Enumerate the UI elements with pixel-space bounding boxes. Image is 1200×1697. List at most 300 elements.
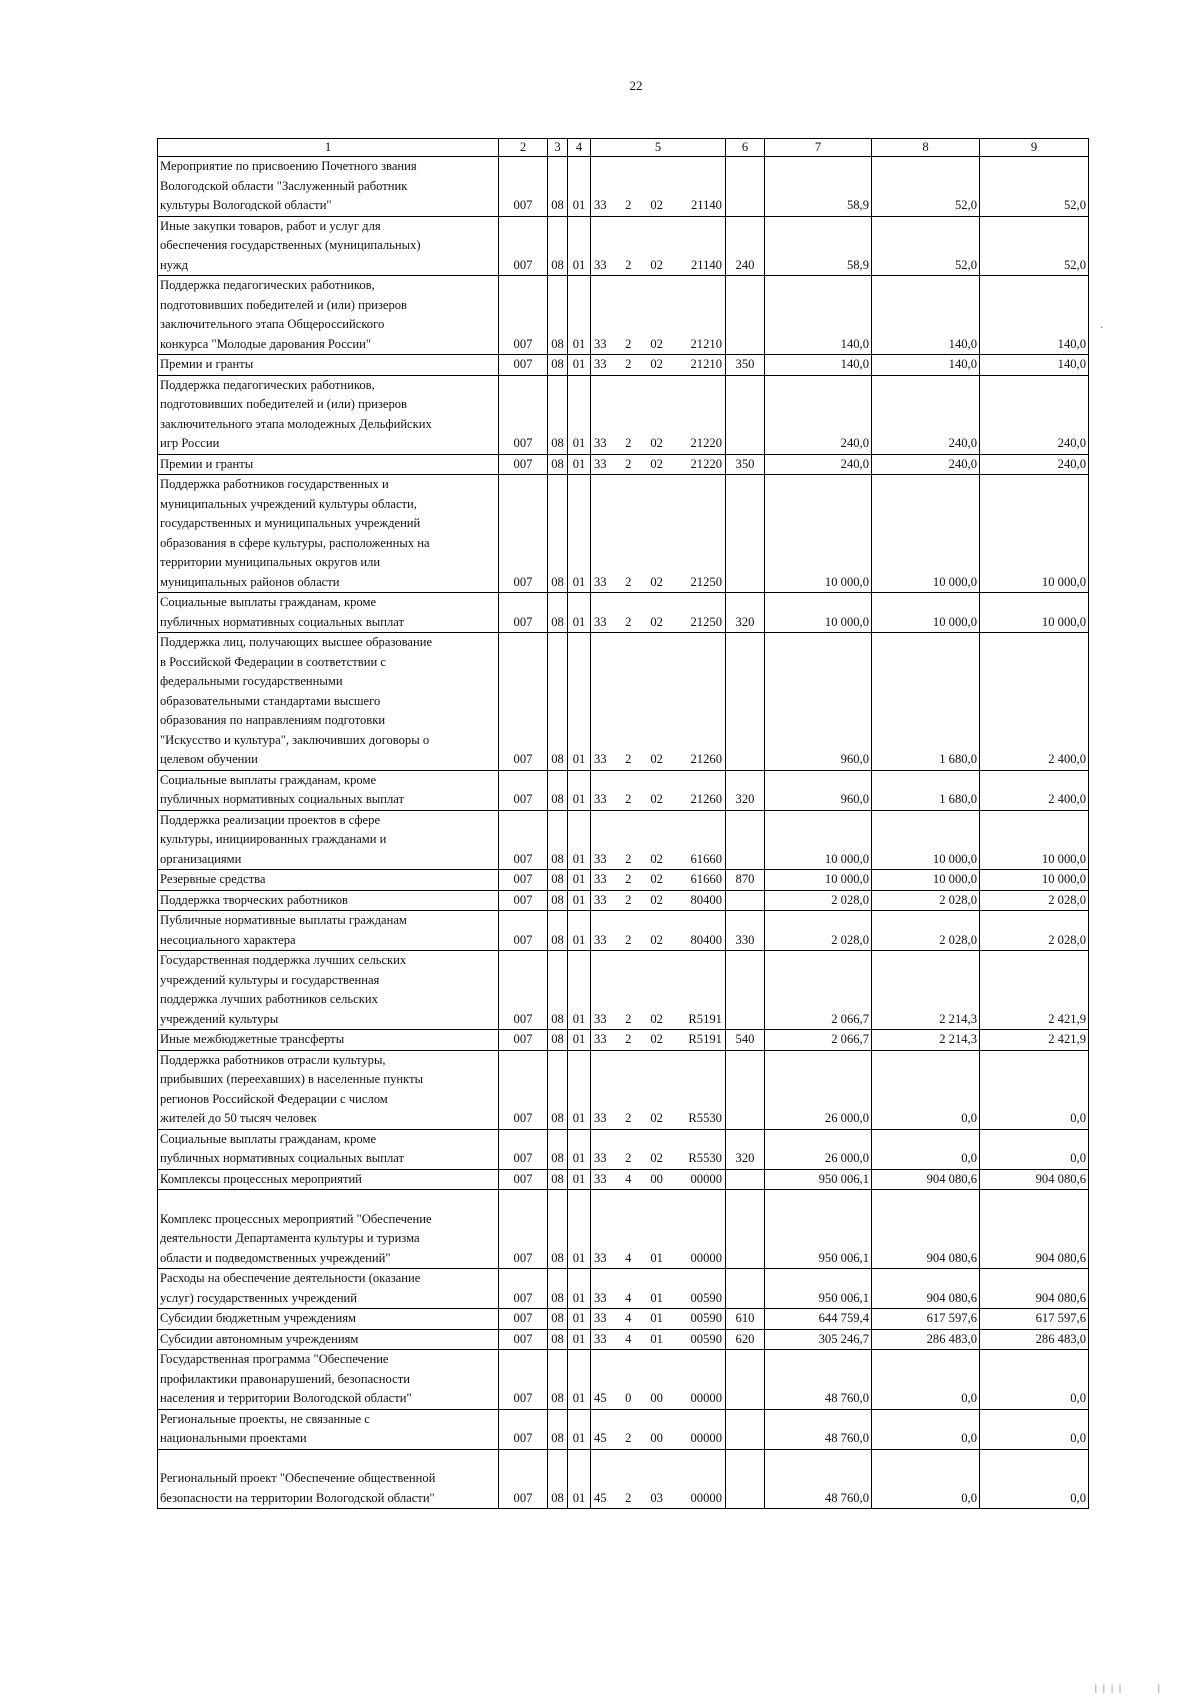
row-expense-type: 320 <box>726 593 765 633</box>
row-amount-col9: 10 000,0 <box>980 810 1089 870</box>
subprogram-code: 2 <box>625 851 632 866</box>
row-amount-col8: 240,0 <box>872 375 980 454</box>
row-subsection-code: 01 <box>568 1050 591 1129</box>
row-subsection-code: 01 <box>568 633 591 771</box>
table-row <box>158 770 1089 810</box>
target-article-parts <box>591 750 725 770</box>
target-article-parts <box>591 1170 725 1190</box>
row-section-code: 08 <box>548 593 568 633</box>
activity-code: 00 <box>650 1391 663 1405</box>
subprogram-code: 2 <box>625 257 632 272</box>
row-target-article <box>591 1309 726 1330</box>
row-amount-col7: 26 000,0 <box>765 1050 872 1129</box>
program-code: 45 <box>594 1431 607 1445</box>
row-expense-type <box>726 1269 765 1309</box>
target-article-parts <box>591 613 725 633</box>
row-section-code: 08 <box>548 1329 568 1350</box>
row-ministry-code: 007 <box>499 1030 548 1051</box>
row-amount-col8: 2 028,0 <box>872 911 980 951</box>
target-article-parts <box>591 434 725 454</box>
row-description: Субсидии бюджетным учреждениям <box>158 1309 499 1330</box>
table-row <box>158 633 1089 771</box>
program-code: 33 <box>594 1311 607 1325</box>
row-target-article <box>591 1269 726 1309</box>
activity-code: 02 <box>650 198 663 212</box>
table-row <box>158 1309 1089 1330</box>
program-code: 33 <box>594 892 607 907</box>
row-amount-col8: 0,0 <box>872 1129 980 1169</box>
row-subsection-code: 01 <box>568 355 591 376</box>
table-row <box>158 890 1089 911</box>
row-ministry-code: 007 <box>499 454 548 475</box>
program-code: 33 <box>594 752 607 766</box>
row-description: Премии и гранты <box>158 454 499 475</box>
row-subsection-code: 01 <box>568 1350 591 1410</box>
target-article-parts <box>591 196 725 216</box>
row-amount-col9: 240,0 <box>980 375 1089 454</box>
direction-code: 00000 <box>690 1431 722 1445</box>
row-ministry-code: 007 <box>499 593 548 633</box>
row-subsection-code: 01 <box>568 1190 591 1269</box>
activity-code: 02 <box>650 257 663 272</box>
row-section-code: 08 <box>548 810 568 870</box>
program-code: 33 <box>594 1250 607 1265</box>
activity-code: 02 <box>650 336 663 351</box>
activity-code: 02 <box>650 1011 663 1026</box>
row-subsection-code: 01 <box>568 1269 591 1309</box>
row-amount-col7: 960,0 <box>765 633 872 771</box>
row-subsection-code: 01 <box>568 1409 591 1449</box>
table-row <box>158 276 1089 355</box>
subprogram-code: 2 <box>625 1490 632 1505</box>
activity-code: 02 <box>650 1111 663 1125</box>
row-ministry-code: 007 <box>499 770 548 810</box>
row-ministry-code: 007 <box>499 216 548 276</box>
row-expense-type: 610 <box>726 1309 765 1330</box>
subprogram-code: 2 <box>625 198 632 212</box>
row-description: Комплекс процессных мероприятий "Обеспечение деятельности Департамента культуры и туризма области и подведомственных учреждений" <box>158 1190 499 1269</box>
activity-code: 03 <box>650 1490 663 1505</box>
activity-code: 02 <box>650 456 663 471</box>
program-code: 33 <box>594 198 607 212</box>
row-target-article <box>591 1409 726 1449</box>
row-section-code: 08 <box>548 1449 568 1509</box>
program-code: 33 <box>594 257 607 272</box>
target-article-parts <box>591 1489 725 1509</box>
row-target-article <box>591 355 726 376</box>
activity-code: 02 <box>650 436 663 450</box>
table-row <box>158 1030 1089 1051</box>
direction-code: 00590 <box>690 1311 722 1325</box>
row-subsection-code: 01 <box>568 1449 591 1509</box>
subprogram-code: 4 <box>625 1171 632 1186</box>
row-amount-col7: 950 006,1 <box>765 1190 872 1269</box>
subprogram-code: 0 <box>625 1391 632 1405</box>
direction-code: 00000 <box>690 1171 722 1186</box>
row-subsection-code: 01 <box>568 475 591 593</box>
program-code: 33 <box>594 436 607 450</box>
subprogram-code: 2 <box>625 1011 632 1026</box>
activity-code: 01 <box>650 1250 663 1265</box>
row-target-article <box>591 375 726 454</box>
row-target-article <box>591 951 726 1030</box>
subprogram-code: 2 <box>625 872 632 886</box>
row-target-article <box>591 911 726 951</box>
row-expense-type <box>726 1190 765 1269</box>
subprogram-code: 2 <box>625 614 632 629</box>
row-section-code: 08 <box>548 1269 568 1309</box>
row-target-article <box>591 1329 726 1350</box>
row-ministry-code: 007 <box>499 1409 548 1449</box>
target-article-parts <box>591 1010 725 1030</box>
target-article-parts <box>591 1330 725 1350</box>
program-code: 33 <box>594 792 607 806</box>
row-amount-col7: 48 760,0 <box>765 1449 872 1509</box>
row-expense-type <box>726 1350 765 1410</box>
subprogram-code: 4 <box>625 1311 632 1325</box>
header-col-6: 6 <box>726 139 765 157</box>
row-ministry-code: 007 <box>499 890 548 911</box>
activity-code: 02 <box>650 872 663 886</box>
row-description: Премии и гранты <box>158 355 499 376</box>
target-article-parts <box>591 1309 725 1329</box>
row-description: Иные межбюджетные трансферты <box>158 1030 499 1051</box>
activity-code: 02 <box>650 932 663 947</box>
direction-code: 21250 <box>690 614 722 629</box>
direction-code: 00590 <box>690 1290 722 1305</box>
row-ministry-code: 007 <box>499 870 548 891</box>
row-amount-col9: 52,0 <box>980 157 1089 217</box>
row-subsection-code: 01 <box>568 216 591 276</box>
row-expense-type <box>726 951 765 1030</box>
row-subsection-code: 01 <box>568 1309 591 1330</box>
row-amount-col8: 0,0 <box>872 1449 980 1509</box>
subprogram-code: 2 <box>625 357 632 371</box>
row-amount-col7: 2 028,0 <box>765 890 872 911</box>
program-code: 33 <box>594 1032 607 1046</box>
row-ministry-code: 007 <box>499 355 548 376</box>
row-target-article <box>591 870 726 891</box>
row-subsection-code: 01 <box>568 870 591 891</box>
subprogram-code: 2 <box>625 574 632 589</box>
row-section-code: 08 <box>548 355 568 376</box>
row-amount-col7: 950 006,1 <box>765 1169 872 1190</box>
row-description: Поддержка педагогических работников, подготовивших победителей и (или) призеров заключительного этапа Общероссийского конкурса "Молодые дарования России" <box>158 276 499 355</box>
row-amount-col7: 2 066,7 <box>765 1030 872 1051</box>
row-description: Поддержка работников отрасли культуры, прибывших (переехавших) в населенные пункты регионов Российской Федерации с числом жителей до 50 тысяч человек <box>158 1050 499 1129</box>
target-article-parts <box>591 790 725 810</box>
row-amount-col9: 0,0 <box>980 1050 1089 1129</box>
row-section-code: 08 <box>548 157 568 217</box>
program-code: 33 <box>594 1331 607 1346</box>
row-target-article <box>591 770 726 810</box>
row-amount-col7: 950 006,1 <box>765 1269 872 1309</box>
row-section-code: 08 <box>548 1309 568 1330</box>
row-target-article <box>591 593 726 633</box>
row-description: Социальные выплаты гражданам, кроме публичных нормативных социальных выплат <box>158 593 499 633</box>
row-description: Государственная программа "Обеспечение профилактики правонарушений, безопасности населения и территории Вологодской области" <box>158 1350 499 1410</box>
row-section-code: 08 <box>548 1190 568 1269</box>
table-row <box>158 1190 1089 1269</box>
row-target-article <box>591 1050 726 1129</box>
row-ministry-code: 007 <box>499 1449 548 1509</box>
subprogram-code: 4 <box>625 1290 632 1305</box>
row-description: Мероприятие по присвоению Почетного звания Вологодской области "Заслуженный работник культуры Вологодской области" <box>158 157 499 217</box>
row-amount-col8: 617 597,6 <box>872 1309 980 1330</box>
direction-code: 21140 <box>690 257 722 272</box>
direction-code: 80400 <box>690 932 722 947</box>
scan-tick: | <box>1158 1683 1160 1693</box>
row-amount-col9: 2 028,0 <box>980 911 1089 951</box>
row-ministry-code: 007 <box>499 911 548 951</box>
row-amount-col7: 58,9 <box>765 157 872 217</box>
row-expense-type <box>726 157 765 217</box>
row-subsection-code: 01 <box>568 454 591 475</box>
row-section-code: 08 <box>548 1169 568 1190</box>
row-ministry-code: 007 <box>499 1309 548 1330</box>
row-section-code: 08 <box>548 475 568 593</box>
row-section-code: 08 <box>548 911 568 951</box>
row-expense-type: 620 <box>726 1329 765 1350</box>
program-code: 33 <box>594 1171 607 1186</box>
row-description: Субсидии автономным учреждениям <box>158 1329 499 1350</box>
activity-code: 02 <box>650 892 663 907</box>
row-amount-col9: 240,0 <box>980 454 1089 475</box>
direction-code: 00000 <box>690 1250 722 1265</box>
row-section-code: 08 <box>548 216 568 276</box>
table-row <box>158 375 1089 454</box>
activity-code: 02 <box>650 1151 663 1165</box>
row-subsection-code: 01 <box>568 593 591 633</box>
target-article-parts <box>591 1429 725 1449</box>
row-ministry-code: 007 <box>499 375 548 454</box>
row-expense-type: 330 <box>726 911 765 951</box>
target-article-parts <box>591 850 725 870</box>
table-row <box>158 157 1089 217</box>
row-ministry-code: 007 <box>499 1329 548 1350</box>
row-amount-col8: 0,0 <box>872 1409 980 1449</box>
row-amount-col8: 52,0 <box>872 216 980 276</box>
activity-code: 01 <box>650 1331 663 1346</box>
row-amount-col7: 10 000,0 <box>765 810 872 870</box>
row-subsection-code: 01 <box>568 810 591 870</box>
row-ministry-code: 007 <box>499 951 548 1030</box>
row-expense-type: 870 <box>726 870 765 891</box>
row-expense-type: 320 <box>726 1129 765 1169</box>
table-row <box>158 593 1089 633</box>
subprogram-code: 2 <box>625 752 632 766</box>
row-section-code: 08 <box>548 1030 568 1051</box>
row-amount-col7: 644 759,4 <box>765 1309 872 1330</box>
table-row <box>158 216 1089 276</box>
target-article-parts <box>591 1289 725 1309</box>
target-article-parts <box>591 1030 725 1050</box>
program-code: 33 <box>594 456 607 471</box>
row-description: Социальные выплаты гражданам, кроме публичных нормативных социальных выплат <box>158 770 499 810</box>
row-amount-col8: 286 483,0 <box>872 1329 980 1350</box>
target-article-parts <box>591 870 725 890</box>
row-amount-col7: 10 000,0 <box>765 593 872 633</box>
program-code: 33 <box>594 1011 607 1026</box>
activity-code: 00 <box>650 1171 663 1186</box>
row-subsection-code: 01 <box>568 276 591 355</box>
direction-code: 00000 <box>690 1391 722 1405</box>
row-expense-type <box>726 1169 765 1190</box>
row-section-code: 08 <box>548 870 568 891</box>
row-section-code: 08 <box>548 1409 568 1449</box>
row-amount-col9: 2 028,0 <box>980 890 1089 911</box>
scan-dot: · <box>1100 323 1104 334</box>
row-amount-col9: 0,0 <box>980 1409 1089 1449</box>
row-amount-col7: 48 760,0 <box>765 1350 872 1410</box>
activity-code: 02 <box>650 792 663 806</box>
row-amount-col7: 48 760,0 <box>765 1409 872 1449</box>
row-expense-type <box>726 475 765 593</box>
program-code: 45 <box>594 1490 607 1505</box>
row-amount-col7: 10 000,0 <box>765 870 872 891</box>
header-col-7: 7 <box>765 139 872 157</box>
row-section-code: 08 <box>548 276 568 355</box>
row-description: Поддержка лиц, получающих высшее образование в Российской Федерации в соответствии с федеральными государственными образовательными стандартами высшего образования по направлениям подготовки "Искусство и культура", заключивших договоры о целевом обучении <box>158 633 499 771</box>
direction-code: R5530 <box>688 1151 722 1165</box>
row-subsection-code: 01 <box>568 911 591 951</box>
header-col-8: 8 <box>872 139 980 157</box>
direction-code: 61660 <box>690 872 722 886</box>
subprogram-code: 2 <box>625 1151 632 1165</box>
direction-code: 21220 <box>690 436 722 450</box>
row-description: Поддержка реализации проектов в сфере культуры, инициированных гражданами и организациями <box>158 810 499 870</box>
table-row <box>158 1409 1089 1449</box>
row-amount-col9: 10 000,0 <box>980 870 1089 891</box>
row-amount-col7: 2 066,7 <box>765 951 872 1030</box>
direction-code: 21210 <box>690 357 722 371</box>
direction-code: 21220 <box>690 456 722 471</box>
row-expense-type: 240 <box>726 216 765 276</box>
row-expense-type <box>726 1449 765 1509</box>
activity-code: 02 <box>650 357 663 371</box>
direction-code: 21250 <box>690 574 722 589</box>
row-amount-col8: 10 000,0 <box>872 593 980 633</box>
activity-code: 02 <box>650 752 663 766</box>
row-amount-col7: 10 000,0 <box>765 475 872 593</box>
table-row <box>158 870 1089 891</box>
activity-code: 02 <box>650 1032 663 1046</box>
row-amount-col8: 2 214,3 <box>872 951 980 1030</box>
row-amount-col7: 2 028,0 <box>765 911 872 951</box>
program-code: 33 <box>594 872 607 886</box>
header-col-9: 9 <box>980 139 1089 157</box>
row-section-code: 08 <box>548 1129 568 1169</box>
row-target-article <box>591 633 726 771</box>
row-description: Государственная поддержка лучших сельских учреждений культуры и государственная поддержка лучших работников сельских учреждений культуры <box>158 951 499 1030</box>
table-row <box>158 911 1089 951</box>
row-description: Резервные средства <box>158 870 499 891</box>
row-amount-col8: 2 028,0 <box>872 890 980 911</box>
row-target-article <box>591 890 726 911</box>
subprogram-code: 2 <box>625 1111 632 1125</box>
row-amount-col9: 2 421,9 <box>980 951 1089 1030</box>
target-article-parts <box>591 1389 725 1409</box>
row-description: Региональный проект "Обеспечение общественной безопасности на территории Вологодской области" <box>158 1449 499 1509</box>
table-row <box>158 1169 1089 1190</box>
row-expense-type: 320 <box>726 770 765 810</box>
row-amount-col8: 904 080,6 <box>872 1269 980 1309</box>
row-target-article <box>591 1030 726 1051</box>
row-expense-type <box>726 633 765 771</box>
row-expense-type <box>726 375 765 454</box>
row-section-code: 08 <box>548 770 568 810</box>
target-article-parts <box>591 573 725 593</box>
row-amount-col9: 2 400,0 <box>980 770 1089 810</box>
row-ministry-code: 007 <box>499 276 548 355</box>
row-description: Публичные нормативные выплаты гражданам несоциального характера <box>158 911 499 951</box>
row-amount-col8: 240,0 <box>872 454 980 475</box>
direction-code: 21210 <box>690 336 722 351</box>
table-row <box>158 810 1089 870</box>
subprogram-code: 2 <box>625 792 632 806</box>
row-subsection-code: 01 <box>568 890 591 911</box>
row-amount-col8: 1 680,0 <box>872 633 980 771</box>
row-amount-col9: 140,0 <box>980 276 1089 355</box>
row-amount-col9: 10 000,0 <box>980 593 1089 633</box>
row-ministry-code: 007 <box>499 1350 548 1410</box>
row-description: Расходы на обеспечение деятельности (оказание услуг) государственных учреждений <box>158 1269 499 1309</box>
subprogram-code: 4 <box>625 1250 632 1265</box>
row-amount-col8: 1 680,0 <box>872 770 980 810</box>
row-ministry-code: 007 <box>499 633 548 771</box>
header-row <box>158 139 1089 157</box>
row-subsection-code: 01 <box>568 1030 591 1051</box>
program-code: 33 <box>594 1151 607 1165</box>
row-description: Поддержка работников государственных и муниципальных учреждений культуры области, государственных и муниципальных учреждений образования в сфере культуры, расположенных на территории муниципальных округов или муниципальных районов области <box>158 475 499 593</box>
target-article-parts <box>591 1149 725 1169</box>
row-amount-col9: 286 483,0 <box>980 1329 1089 1350</box>
row-amount-col7: 140,0 <box>765 276 872 355</box>
row-target-article <box>591 1190 726 1269</box>
row-expense-type: 350 <box>726 454 765 475</box>
row-subsection-code: 01 <box>568 1169 591 1190</box>
row-expense-type <box>726 1050 765 1129</box>
header-col-2: 2 <box>499 139 548 157</box>
table-row <box>158 454 1089 475</box>
row-amount-col7: 26 000,0 <box>765 1129 872 1169</box>
row-section-code: 08 <box>548 1050 568 1129</box>
direction-code: 61660 <box>690 851 722 866</box>
table-row <box>158 951 1089 1030</box>
row-amount-col9: 10 000,0 <box>980 475 1089 593</box>
row-amount-col8: 10 000,0 <box>872 810 980 870</box>
row-target-article <box>591 1129 726 1169</box>
row-amount-col9: 904 080,6 <box>980 1269 1089 1309</box>
program-code: 33 <box>594 1290 607 1305</box>
program-code: 33 <box>594 336 607 351</box>
row-amount-col8: 52,0 <box>872 157 980 217</box>
direction-code: 00590 <box>690 1331 722 1346</box>
program-code: 33 <box>594 932 607 947</box>
header-col-5: 5 <box>591 139 726 157</box>
row-section-code: 08 <box>548 951 568 1030</box>
header-col-4: 4 <box>568 139 591 157</box>
row-ministry-code: 007 <box>499 1050 548 1129</box>
row-amount-col9: 904 080,6 <box>980 1190 1089 1269</box>
table-row <box>158 475 1089 593</box>
subprogram-code: 2 <box>625 892 632 907</box>
row-expense-type <box>726 276 765 355</box>
row-description: Поддержка педагогических работников, подготовивших победителей и (или) призеров заключительного этапа молодежных Дельфийских игр России <box>158 375 499 454</box>
direction-code: R5530 <box>688 1111 722 1125</box>
row-amount-col8: 0,0 <box>872 1350 980 1410</box>
row-amount-col9: 617 597,6 <box>980 1309 1089 1330</box>
